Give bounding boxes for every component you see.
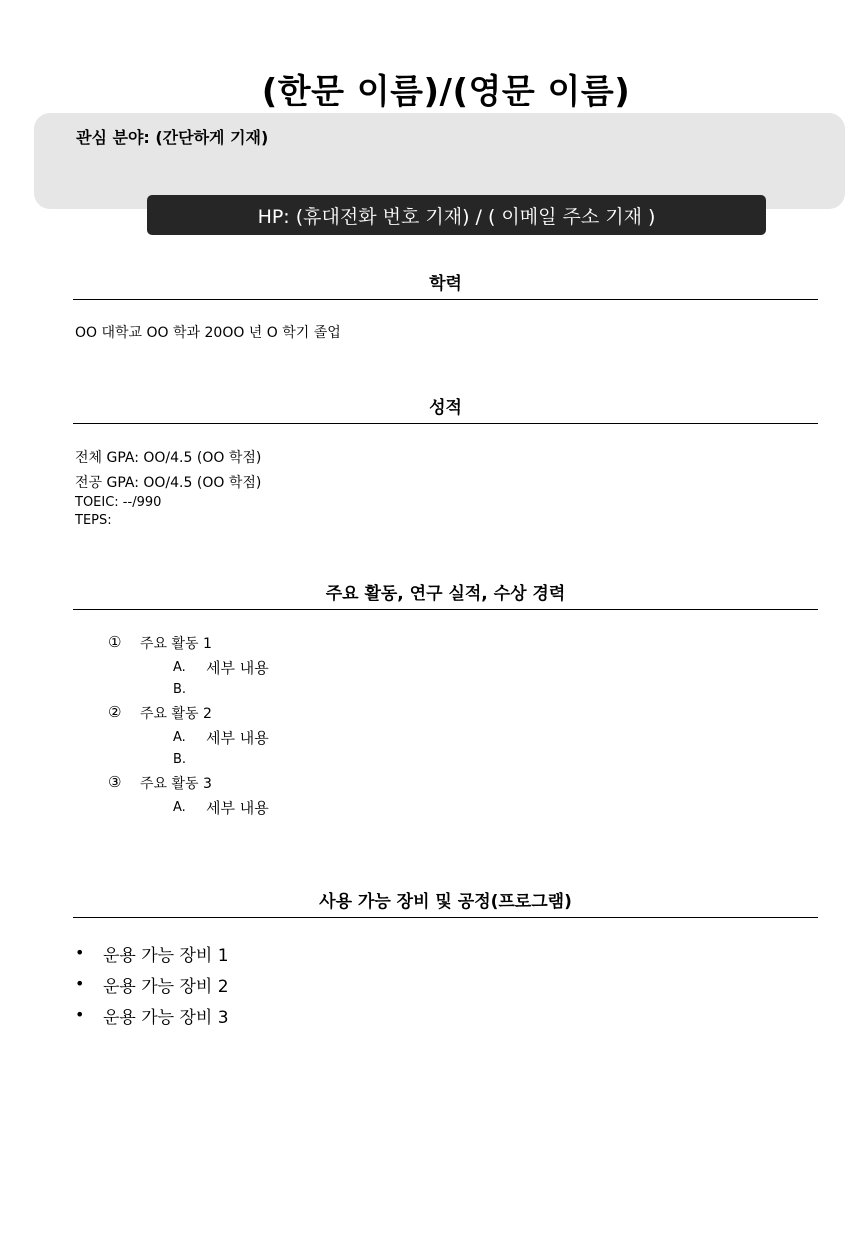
activity-sub-letter: A. [173, 800, 186, 815]
grade-entry: 전공 GPA: OO/4.5 (OO 학점) [75, 475, 262, 491]
activity-number: ③ [108, 773, 122, 791]
bullet-icon: • [75, 974, 85, 993]
activity-sub-letter: B. [173, 752, 187, 767]
section-divider [73, 423, 818, 424]
section-title-grades: 성적 [429, 398, 462, 418]
grade-entry: 전체 GPA: OO/4.5 (OO 학점) [75, 450, 262, 466]
bullet-icon: • [75, 1005, 85, 1024]
section-divider [73, 299, 818, 300]
activity-number: ② [108, 703, 122, 721]
grade-entry: TOEIC: --/990 [75, 495, 162, 510]
page-title: (한문 이름)/(영문 이름) [261, 72, 631, 112]
activity-label: 주요 활동 3 [140, 776, 212, 792]
section-divider [73, 917, 818, 918]
section-title-activities: 주요 활동, 연구 실적, 수상 경력 [325, 584, 566, 604]
section-divider [73, 609, 818, 610]
activity-number: ① [108, 633, 122, 651]
skill-item: 운용 가능 장비 1 [103, 946, 229, 966]
interest-text: 관심 분야: (간단하게 기재) [76, 128, 269, 147]
section-title-education: 학력 [429, 274, 462, 294]
contact-text: HP: (휴대전화 번호 기재) / ( 이메일 주소 기재 ) [257, 205, 656, 228]
section-title-skills: 사용 가능 장비 및 공정(프로그램) [319, 892, 572, 912]
skill-item: 운용 가능 장비 2 [103, 977, 229, 997]
grade-entry: TEPS: [75, 513, 112, 528]
activity-sub-letter: B. [173, 682, 187, 697]
activity-sub-text: 세부 내용 [206, 729, 269, 747]
bullet-icon: • [75, 943, 85, 962]
activity-label: 주요 활동 1 [140, 636, 212, 652]
education-entry: OO 대학교 OO 학과 20OO 년 O 학기 졸업 [75, 325, 341, 341]
activity-label: 주요 활동 2 [140, 706, 212, 722]
activity-sub-letter: A. [173, 660, 186, 675]
activity-sub-text: 세부 내용 [206, 799, 269, 817]
contact-bar [147, 195, 766, 235]
activity-sub-text: 세부 내용 [206, 659, 269, 677]
skill-item: 운용 가능 장비 3 [103, 1008, 229, 1028]
activity-sub-letter: A. [173, 730, 186, 745]
